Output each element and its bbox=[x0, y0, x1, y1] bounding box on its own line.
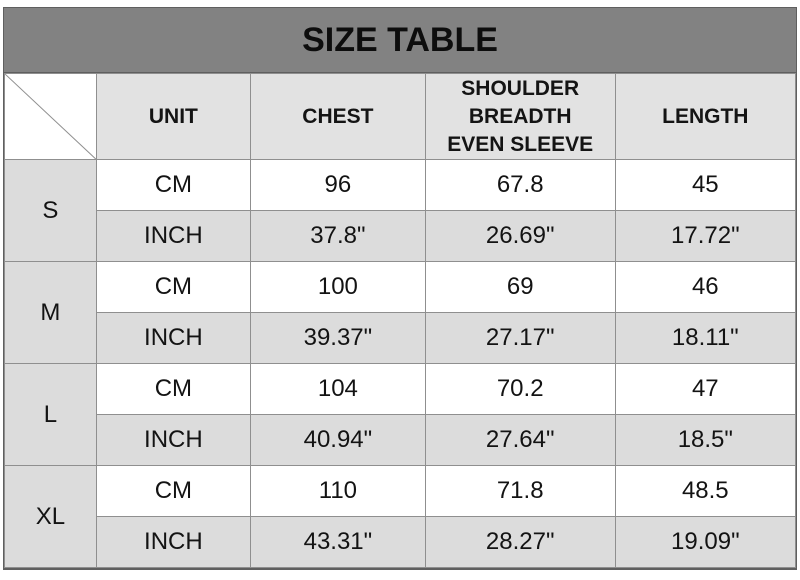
table-row-xl-inch bbox=[5, 517, 796, 568]
cell-l-cm-chest: 104 bbox=[250, 364, 425, 415]
cell-xl-cm-chest: 110 bbox=[250, 466, 425, 517]
header-row bbox=[5, 74, 796, 160]
cell-m-inch-shoulder: 27.17" bbox=[425, 313, 615, 364]
size-table-title: SIZE TABLE bbox=[4, 8, 796, 73]
cell-m-cm-length: 46 bbox=[615, 262, 795, 313]
table-row-m-inch bbox=[5, 313, 796, 364]
size-label-s: S bbox=[5, 160, 97, 262]
cell-s-cm-chest: 96 bbox=[250, 160, 425, 211]
unit-cell: CM bbox=[96, 160, 250, 211]
cell-s-cm-length: 45 bbox=[615, 160, 795, 211]
cell-xl-inch-length: 19.09" bbox=[615, 517, 795, 568]
cell-m-inch-length: 18.11" bbox=[615, 313, 795, 364]
unit-cell: CM bbox=[96, 364, 250, 415]
cell-xl-inch-chest: 43.31" bbox=[250, 517, 425, 568]
table-row-m-cm bbox=[5, 262, 796, 313]
cell-xl-inch-shoulder: 28.27" bbox=[425, 517, 615, 568]
cell-xl-cm-shoulder: 71.8 bbox=[425, 466, 615, 517]
cell-l-cm-shoulder: 70.2 bbox=[425, 364, 615, 415]
size-label-m: M bbox=[5, 262, 97, 364]
column-header-unit: UNIT bbox=[96, 74, 250, 160]
cell-m-cm-shoulder: 69 bbox=[425, 262, 615, 313]
column-header-shoulder: SHOULDER BREADTH EVEN SLEEVE bbox=[425, 74, 615, 160]
cell-s-inch-length: 17.72" bbox=[615, 211, 795, 262]
size-label-l: L bbox=[5, 364, 97, 466]
cell-l-inch-shoulder: 27.64" bbox=[425, 415, 615, 466]
table-row-l-cm bbox=[5, 364, 796, 415]
unit-cell: INCH bbox=[96, 517, 250, 568]
cell-m-cm-chest: 100 bbox=[250, 262, 425, 313]
cell-s-inch-chest: 37.8" bbox=[250, 211, 425, 262]
unit-cell: CM bbox=[96, 466, 250, 517]
table-row-s-cm bbox=[5, 160, 796, 211]
table-row-xl-cm bbox=[5, 466, 796, 517]
diagonal-line bbox=[5, 74, 96, 159]
size-table-grid bbox=[4, 73, 796, 568]
size-table bbox=[3, 7, 797, 570]
cell-s-cm-shoulder: 67.8 bbox=[425, 160, 615, 211]
column-header-chest: CHEST bbox=[250, 74, 425, 160]
table-row-l-inch bbox=[5, 415, 796, 466]
corner-cell bbox=[5, 74, 97, 160]
cell-l-inch-chest: 40.94" bbox=[250, 415, 425, 466]
size-label-xl: XL bbox=[5, 466, 97, 568]
unit-cell: INCH bbox=[96, 211, 250, 262]
cell-xl-cm-length: 48.5 bbox=[615, 466, 795, 517]
unit-cell: CM bbox=[96, 262, 250, 313]
cell-l-cm-length: 47 bbox=[615, 364, 795, 415]
cell-s-inch-shoulder: 26.69" bbox=[425, 211, 615, 262]
table-header bbox=[5, 74, 796, 160]
cell-l-inch-length: 18.5" bbox=[615, 415, 795, 466]
unit-cell: INCH bbox=[96, 313, 250, 364]
cell-m-inch-chest: 39.37" bbox=[250, 313, 425, 364]
unit-cell: INCH bbox=[96, 415, 250, 466]
table-body bbox=[5, 160, 796, 568]
table-row-s-inch bbox=[5, 211, 796, 262]
column-header-length: LENGTH bbox=[615, 74, 795, 160]
